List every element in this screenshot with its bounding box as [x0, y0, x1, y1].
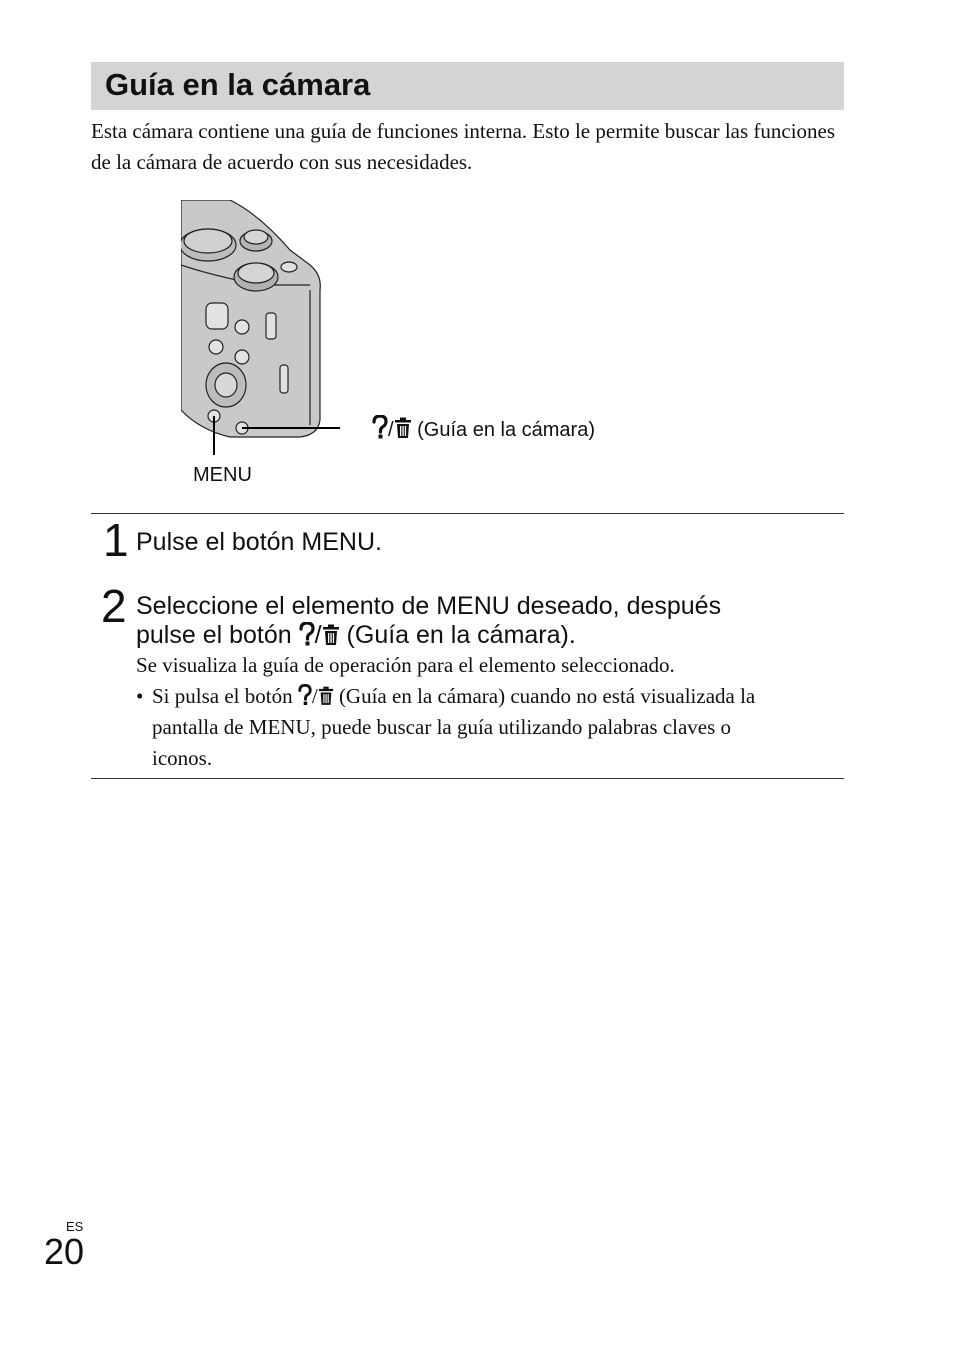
- trash-icon: [322, 624, 340, 646]
- callout-menu-button: MENU: [193, 464, 252, 486]
- question-icon: [372, 415, 388, 439]
- step-2-line2-suffix: (Guía en la cámara).: [346, 621, 576, 649]
- steps-bottom-rule: [91, 778, 844, 779]
- trash-icon: [394, 417, 412, 439]
- slash-separator: /: [314, 621, 322, 649]
- callout-guide-text: (Guía en la cámara): [417, 419, 595, 441]
- step-1-text: Pulse el botón MENU.: [136, 528, 382, 556]
- step-1-number: 1: [103, 514, 129, 566]
- step-2-bullet: [152, 681, 852, 774]
- question-icon: [299, 622, 315, 646]
- bullet-line-3: iconos.: [152, 746, 213, 770]
- step-2-line1: Seleccione el elemento de MENU deseado, después: [136, 592, 722, 620]
- page-number: 20: [44, 1231, 85, 1272]
- bullet-line-1: [152, 681, 852, 712]
- section-title: Guía en la cámara: [105, 67, 371, 102]
- slash-separator: /: [311, 684, 318, 708]
- step-2-number: 2: [101, 580, 127, 632]
- slash-separator: /: [388, 419, 394, 441]
- callout-guide-button: [372, 415, 595, 442]
- steps-top-rule: [91, 513, 844, 514]
- bullet-prefix: Si pulsa el botón: [152, 684, 293, 708]
- trash-icon: [318, 686, 334, 706]
- section-header: [91, 62, 844, 110]
- language-code: ES: [66, 1219, 84, 1234]
- bullet-marker: •: [136, 684, 144, 708]
- step-2-line2-prefix: pulse el botón: [136, 621, 292, 649]
- question-icon: [298, 684, 312, 706]
- bullet-line-2: pantalla de MENU, puede buscar la guía utilizando palabras claves o: [152, 715, 732, 739]
- bullet-line-1-suffix: (Guía en la cámara) cuando no está visualizada la: [338, 684, 756, 708]
- step-2-line2: [136, 621, 576, 650]
- step-2-description: Se visualiza la guía de operación para el elemento seleccionado.: [136, 653, 675, 677]
- intro-paragraph: Esta cámara contiene una guía de funciones interna. Esto le permite buscar las funciones de la cámara de acuerdo con sus necesidades.: [91, 119, 836, 174]
- camera-illustration: [170, 195, 340, 455]
